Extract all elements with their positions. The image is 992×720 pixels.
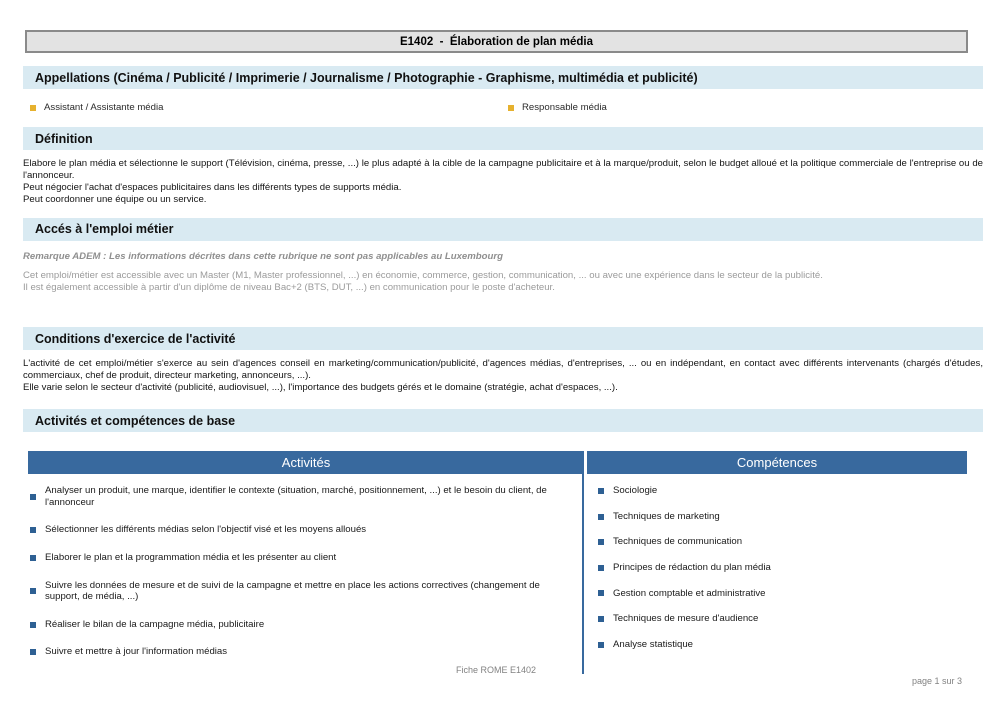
competence-label: Principes de rédaction du plan média	[613, 561, 771, 573]
appellation-item	[508, 102, 607, 113]
section-heading-definition: Définition	[23, 127, 983, 150]
bullet-square-icon	[598, 565, 604, 571]
competence-label: Analyse statistique	[613, 638, 693, 650]
table-header-row	[28, 451, 967, 474]
competence-item	[598, 562, 963, 574]
bullet-square-icon	[598, 642, 604, 648]
section-heading-base: Activités et compétences de base	[23, 409, 983, 432]
activity-label: Suivre les données de mesure et de suivi de la campagne et mettre en place les actions correctives (changement de support, de média, ...)	[45, 579, 540, 603]
competence-label: Techniques de marketing	[613, 510, 720, 522]
bullet-square-icon	[30, 622, 36, 628]
activity-item	[30, 646, 554, 658]
appellation-label: Responsable média	[522, 102, 607, 113]
activity-item	[30, 619, 554, 631]
activities-competences-table	[28, 451, 967, 674]
activity-label: Réaliser le bilan de la campagne média, publicitaire	[45, 618, 265, 630]
conditions-text	[23, 358, 983, 394]
competence-item	[598, 588, 963, 600]
adem-remark: Remarque ADEM : Les informations décrites dans cette rubrique ne sont pas applicables au Luxembourg	[23, 250, 503, 262]
appellation-item	[30, 102, 508, 113]
activity-item	[30, 552, 554, 564]
paragraph: L'activité de cet emploi/métier s'exerce au sein d'agences conseil en marketing/communication/publicité, d'agences médias, d'entreprises, ... ou en indépendant, en contact avec différents intervenants (chargés d'études, commerciaux, chef de produit, directeur marketing, annonceurs, ...).	[23, 358, 983, 382]
document-title-box	[25, 30, 968, 53]
bullet-square-icon	[598, 590, 604, 596]
bullet-square-icon	[30, 588, 36, 594]
footer-page-number: page 1 sur 3	[911, 676, 962, 686]
bullet-square-icon	[598, 514, 604, 520]
bullet-square-icon	[30, 649, 36, 655]
bullet-square-icon	[30, 555, 36, 561]
activity-label: Analyser un produit, une marque, identifier le contexte (situation, marché, positionnement, ...) et le besoin du client, de l'annonceur	[45, 485, 547, 508]
competence-label: Sociologie	[613, 485, 658, 497]
activity-label: Elaborer le plan et la programmation média et les présenter au client	[45, 551, 337, 563]
activity-label: Sélectionner les différents médias selon l'objectif visé et les moyens alloués	[45, 524, 367, 536]
definition-text	[23, 158, 983, 206]
bullet-square-icon	[508, 105, 514, 111]
section-heading-acces: Accés à l'emploi métier	[23, 218, 983, 241]
activity-item	[30, 524, 554, 536]
bullet-square-icon	[30, 527, 36, 533]
footer-document-reference: Fiche ROME E1402	[455, 665, 537, 675]
competence-item	[598, 613, 963, 625]
bullet-square-icon	[30, 105, 36, 111]
appellation-label: Assistant / Assistante média	[44, 102, 164, 113]
bullet-square-icon	[30, 494, 36, 500]
bullet-square-icon	[598, 616, 604, 622]
activites-column	[28, 474, 584, 674]
competence-label: Techniques de mesure d'audience	[613, 613, 759, 625]
bullet-square-icon	[598, 539, 604, 545]
section-heading-conditions: Conditions d'exercice de l'activité	[23, 327, 983, 350]
competences-column	[584, 474, 967, 674]
paragraph: Peut négocier l'achat d'espaces publicitaires dans les différents types de supports média.	[23, 181, 402, 193]
competence-item	[598, 536, 963, 548]
acces-text	[23, 270, 983, 294]
paragraph: Elle varie selon le secteur d'activité (publicité, audiovisuel, ...), l'importance des budgets gérés et le domaine (stratégie, achat d'espaces, ...).	[23, 382, 618, 394]
competence-item	[598, 639, 963, 651]
section-heading-appellations: Appellations (Cinéma / Publicité / Imprimerie / Journalisme / Photographie - Graphisme, multimédia et publicité)	[23, 66, 983, 89]
page-title: E1402 - Élaboration de plan média	[399, 35, 593, 48]
paragraph: Peut coordonner une équipe ou un service.	[23, 193, 207, 205]
paragraph: Elabore le plan média et sélectionne le support (Télévision, cinéma, presse, ...) le plus adapté à la cible de la campagne publicitaire et à la marque/produit, selon le budget alloué et la politique commerciale de l'entreprise ou de l'annonceur.	[23, 158, 983, 181]
competence-label: Gestion comptable et administrative	[613, 587, 766, 599]
activity-item	[30, 580, 554, 603]
bullet-square-icon	[598, 488, 604, 494]
table-body	[28, 474, 967, 674]
appellations-list	[23, 102, 983, 113]
paragraph: Il est également accessible à partir d'un diplôme de niveau Bac+2 (BTS, DUT, ...) en communication pour le poste d'acheteur.	[23, 281, 555, 293]
competence-item	[598, 485, 963, 497]
competence-item	[598, 511, 963, 523]
competence-label: Techniques de communication	[613, 536, 743, 548]
activity-label: Suivre et mettre à jour l'information médias	[45, 646, 228, 658]
column-header-competences: Compétences	[587, 451, 967, 474]
column-header-activites: Activités	[28, 451, 584, 474]
activity-item	[30, 485, 554, 508]
paragraph: Cet emploi/métier est accessible avec un Master (M1, Master professionnel, ...) en économie, commerce, gestion, communication, ... ou avec une expérience dans le secteur de la publicité.	[23, 269, 823, 281]
